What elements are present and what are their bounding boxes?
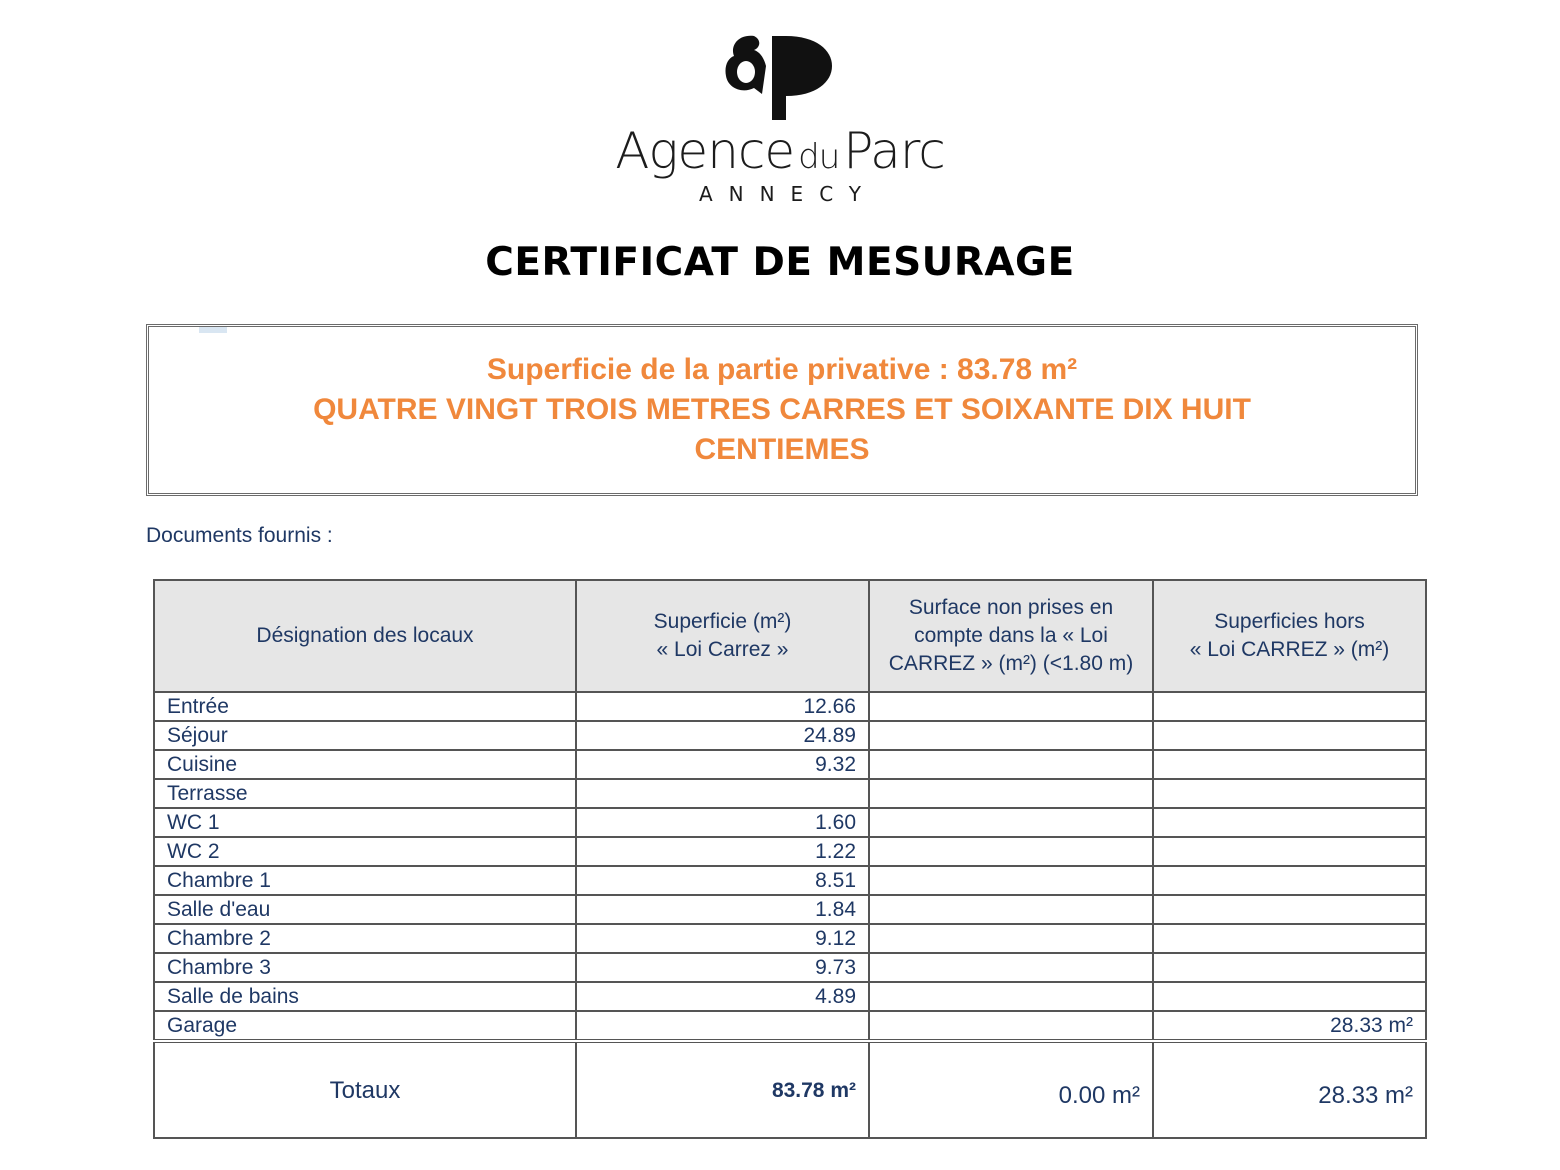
- header-hors-carrez: [1153, 580, 1426, 692]
- cell-non-prises: [869, 721, 1153, 750]
- table-row: [154, 721, 1426, 750]
- table-row: [154, 750, 1426, 779]
- cell-non-prises: [869, 692, 1153, 721]
- cell-superficie-carrez: [576, 1011, 869, 1041]
- cell-hors-carrez: [1153, 895, 1426, 924]
- cell-superficie-carrez: 12.66: [576, 692, 869, 721]
- cell-designation: Entrée: [154, 692, 576, 721]
- cell-superficie-carrez: 1.22: [576, 837, 869, 866]
- cell-superficie-carrez: 4.89: [576, 982, 869, 1011]
- cell-designation: Cuisine: [154, 750, 576, 779]
- cell-non-prises: [869, 866, 1153, 895]
- surface-line-3: CENTIEMES: [694, 433, 870, 466]
- cell-hors-carrez: 28.33 m²: [1153, 1011, 1426, 1041]
- cell-hors-carrez: [1153, 808, 1426, 837]
- table-row: [154, 779, 1426, 808]
- cell-designation: WC 2: [154, 837, 576, 866]
- table-row: [154, 808, 1426, 837]
- cell-superficie-carrez: 9.73: [576, 953, 869, 982]
- table-row: [154, 866, 1426, 895]
- cell-non-prises: [869, 895, 1153, 924]
- surface-summary-box: [146, 324, 1418, 496]
- table-header-row: [154, 580, 1426, 692]
- table-row: [154, 953, 1426, 982]
- cell-non-prises: [869, 779, 1153, 808]
- cell-hors-carrez: [1153, 692, 1426, 721]
- totals-hors-carrez: 28.33 m²: [1153, 1041, 1426, 1138]
- cell-non-prises: [869, 1011, 1153, 1041]
- header-superficie-line-1: Superficie (m²): [653, 610, 792, 633]
- cell-non-prises: [869, 808, 1153, 837]
- totals-carrez: 83.78 m²: [576, 1041, 869, 1138]
- cell-designation: Chambre 3: [154, 953, 576, 982]
- documents-label: Documents fournis :: [146, 524, 333, 547]
- page-title: CERTIFICAT DE MESURAGE: [485, 240, 1075, 285]
- cell-non-prises: [869, 750, 1153, 779]
- cell-non-prises: [869, 924, 1153, 953]
- header-hors-line-1: Superficies hors: [1214, 610, 1365, 633]
- cell-hors-carrez: [1153, 953, 1426, 982]
- table-row: [154, 837, 1426, 866]
- agency-logo: [0, 30, 1560, 206]
- cell-non-prises: [869, 953, 1153, 982]
- header-surface-non-prises: Surface non prises en compte dans la « Loi CARREZ » (m²) (<1.80 m): [869, 580, 1153, 692]
- cell-hors-carrez: [1153, 721, 1426, 750]
- cell-superficie-carrez: 1.60: [576, 808, 869, 837]
- table-row: [154, 1011, 1426, 1041]
- header-hors-line-2: « Loi CARREZ » (m²): [1189, 638, 1390, 661]
- ap-monogram-icon: [720, 30, 840, 122]
- cell-designation: Garage: [154, 1011, 576, 1041]
- cell-hors-carrez: [1153, 924, 1426, 953]
- surface-line-2: QUATRE VINGT TROIS METRES CARRES ET SOIXANTE DIX HUIT: [313, 393, 1251, 426]
- totals-label: Totaux: [154, 1041, 576, 1138]
- cell-designation: WC 1: [154, 808, 576, 837]
- surface-line-1: Superficie de la partie privative : 83.78 m²: [486, 353, 1078, 386]
- cell-hors-carrez: [1153, 837, 1426, 866]
- cell-non-prises: [869, 982, 1153, 1011]
- cell-designation: Salle de bains: [154, 982, 576, 1011]
- agency-name: Agence duParc: [615, 122, 945, 180]
- cell-hors-carrez: [1153, 779, 1426, 808]
- header-superficie-line-2: « Loi Carrez »: [656, 638, 789, 661]
- header-superficie-carrez: [576, 580, 869, 692]
- cell-superficie-carrez: [576, 779, 869, 808]
- cell-superficie-carrez: 9.32: [576, 750, 869, 779]
- table-row: [154, 895, 1426, 924]
- cell-superficie-carrez: 1.84: [576, 895, 869, 924]
- cell-superficie-carrez: 24.89: [576, 721, 869, 750]
- cell-hors-carrez: [1153, 866, 1426, 895]
- totals-non-prises: 0.00 m²: [869, 1041, 1153, 1138]
- cell-hors-carrez: [1153, 750, 1426, 779]
- cell-designation: Chambre 2: [154, 924, 576, 953]
- agency-city: ANNECY: [698, 182, 878, 206]
- decorative-mark: [199, 327, 227, 333]
- measurement-table: [153, 579, 1427, 1139]
- cell-designation: Chambre 1: [154, 866, 576, 895]
- table-row: [154, 924, 1426, 953]
- header-designation: Désignation des locaux: [154, 580, 576, 692]
- cell-superficie-carrez: 9.12: [576, 924, 869, 953]
- cell-designation: Salle d'eau: [154, 895, 576, 924]
- cell-designation: Terrasse: [154, 779, 576, 808]
- cell-superficie-carrez: 8.51: [576, 866, 869, 895]
- table-row: [154, 692, 1426, 721]
- cell-designation: Séjour: [154, 721, 576, 750]
- cell-non-prises: [869, 837, 1153, 866]
- table-row: [154, 982, 1426, 1011]
- totals-row: [154, 1041, 1426, 1138]
- cell-hors-carrez: [1153, 982, 1426, 1011]
